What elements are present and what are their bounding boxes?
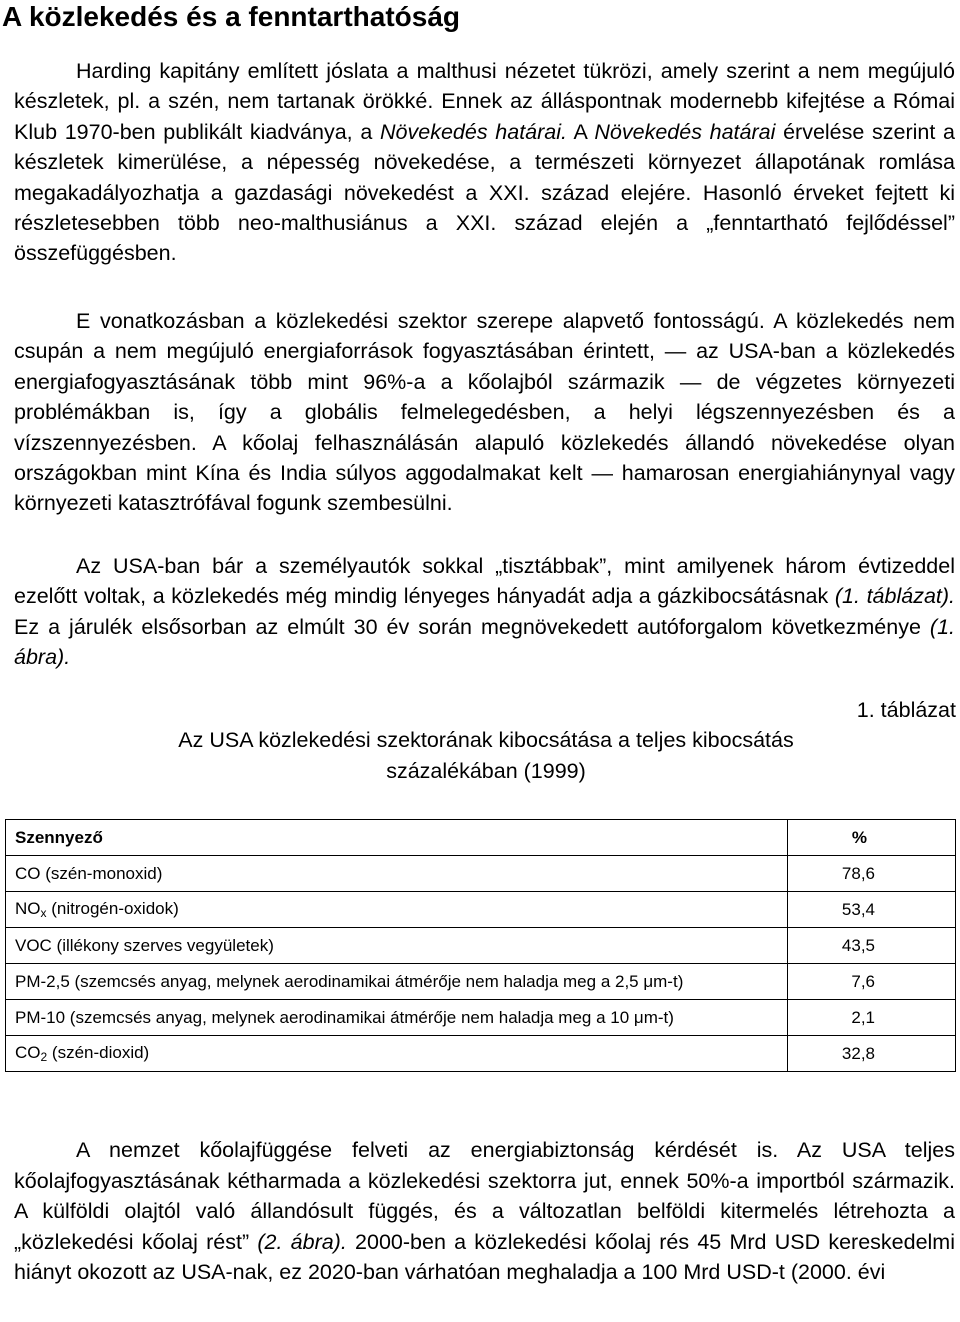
table-title	[0, 725, 960, 787]
emissions-table	[5, 819, 956, 1072]
italic-reference: (1. ábra).	[14, 614, 955, 670]
table-header-row	[6, 820, 956, 856]
table-title-line: Az USA közlekedési szektorának kibocsátása a teljes kibocsátás	[178, 728, 794, 752]
formula-subscript: x	[40, 906, 47, 920]
percent-cell: 78,6	[788, 856, 956, 892]
header-percent: %	[788, 820, 956, 856]
pollutant-cell: PM-10 (szemcsés anyag, melynek aerodinamikai átmérője nem haladja meg a 10 μm-t)	[6, 1000, 788, 1036]
pollutant-cell: VOC (illékony szerves vegyületek)	[6, 928, 788, 964]
table-row	[6, 892, 956, 928]
italic-reference: Növekedés határai	[594, 119, 776, 144]
table-row	[6, 856, 956, 892]
formula-subscript: 2	[40, 1050, 48, 1064]
table-row	[6, 1036, 956, 1072]
paragraph-transport-sector: E vonatkozásban a közlekedési szektor szerepe alapvető fontosságú. A közlekedés nem csupán a nem megújuló energiaforrások fogyasztásában érintett, — az USA-ban a közlekedés energiafogyasztásának több mint 96%-a a kőolajból származik — de végzetes környezeti problémákban is, így a globális felmelegedésben, a helyi légszennyezésben és a vízszennyezésben. A kőolaj felhasználásán alapuló közlekedés állandó növekedése olyan országokban mint Kína és India súlyos aggodalmakat kelt — hamarosan energiahiánynyal vagy környezeti katasztrófával fogunk szembesülni.	[14, 309, 955, 516]
paragraph-text: érvelése szerint a készletek kimerülése, a népesség növekedése, a természeti környezet állapotának romlása megakadályozhatja a gazdasági növekedést a XXI. század elejére. Hasonló érveket fejtett ki részletesebben több neo-malthusiánus a XXI. század elején a „fenntartható fejlődéssel” összefüggésben.	[14, 119, 956, 266]
paragraph-limits-to-growth	[14, 56, 955, 269]
table-number: 1. táblázat	[856, 698, 956, 722]
formula-text: CO	[15, 1043, 41, 1062]
pollutant-cell: PM-2,5 (szemcsés anyag, melynek aerodinamikai átmérője nem haladja meg a 2,5 μm-t)	[6, 964, 788, 1000]
paragraph-text: 2000-ben a közlekedési kőolaj rés 45 Mrd USD kereskedelmi hiányt okozott az USA-nak, ez 2020-ban várhatóan meghaladja a 100 Mrd USD-t (2000. évi	[14, 1229, 955, 1285]
paragraph-text: Ez a járulék elsősorban az elmúlt 30 év során megnövekedett autóforgalom következménye	[14, 614, 930, 639]
formula-description: (nitrogén-oxidok)	[46, 899, 179, 918]
paragraph-text: A	[567, 119, 595, 144]
percent-cell: 43,5	[788, 928, 956, 964]
italic-reference: (1. táblázat).	[834, 584, 956, 609]
paragraph-oil-dependence	[14, 1135, 955, 1288]
formula-description: (szén-dioxid)	[47, 1043, 150, 1062]
paragraph-text: Harding kapitány említett jóslata a malthusi nézetet tükrözi, amely szerint a nem megújuló készletek, pl. a szén, nem tartanak örökké. Ennek az álláspontnak modernebb kifejtése a Római Klub 1970-ben publikált kiadványa, a	[14, 59, 955, 144]
table-row	[6, 928, 956, 964]
header-pollutant: Szennyező	[6, 820, 788, 856]
italic-reference: (2. ábra).	[257, 1229, 347, 1254]
table-title-line: százalékában (1999)	[386, 759, 586, 783]
page-title: A közlekedés és a fenntarthatóság	[2, 1, 461, 32]
italic-reference: Növekedés határai.	[380, 119, 567, 144]
percent-cell: 2,1	[788, 1000, 956, 1036]
paragraph-text: Az USA-ban bár a személyautók sokkal „tisztábbak”, mint amilyenek három évtizeddel ezelőtt voltak, a közlekedés még mindig lényeges hányadát adja a gázkibocsátásnak	[14, 554, 955, 609]
table-row	[6, 964, 956, 1000]
formula-text: NO	[15, 899, 41, 918]
paragraph-text: A nemzet kőolajfüggése felveti az energiabiztonság kérdését is. Az USA teljes kőolajfogyasztásának kétharmada a közlekedési szektorra jut, ennek 50%-a importból származik. A külföldi olajtól való állandósult függés, és a változatlan belföldi kitermelés létrehozta a „közlekedési kőolaj rést”	[14, 1138, 955, 1254]
pollutant-cell	[6, 1036, 788, 1072]
table-row	[6, 1000, 956, 1036]
percent-cell: 32,8	[788, 1036, 956, 1072]
paragraph-usa-emissions	[14, 551, 955, 673]
pollutant-cell	[6, 892, 788, 928]
percent-cell: 53,4	[788, 892, 956, 928]
pollutant-cell: CO (szén-monoxid)	[6, 856, 788, 892]
percent-cell: 7,6	[788, 964, 956, 1000]
